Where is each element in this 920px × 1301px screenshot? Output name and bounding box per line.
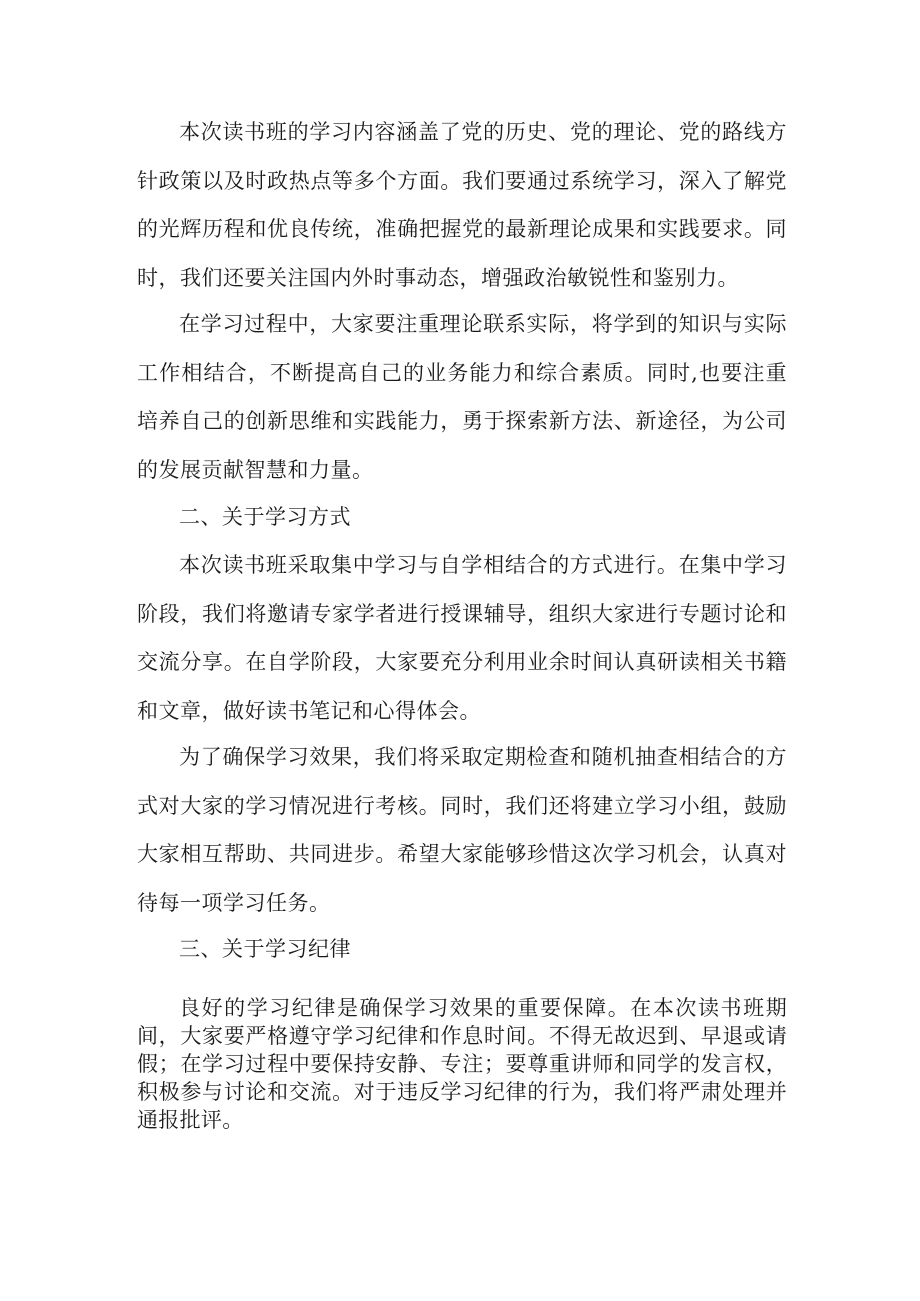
paragraph-study-discipline: 良好的学习纪律是确保学习效果的重要保障。在本次读书班期间，大家要严格遵守学习纪律和作息时间。不得无故迟到、早退或请假；在学习过程中要保持安静、专注；要尊重讲师和同学的发言权，积极参与讨论和交流。对于违反学习纪律的行为，我们将严肃处理并通报批评。 xyxy=(137,996,787,1132)
paragraph-study-content: 本次读书班的学习内容涵盖了党的历史、党的理论、党的路线方针政策以及时政热点等多个方面。我们要通过系统学习，深入了解党的光辉历程和优良传统，准确把握党的最新理论成果和实践要求。同时，我们还要关注国内外时事动态，增强政治敏锐性和鉴别力。 xyxy=(137,120,787,290)
section-heading-study-discipline: 三、关于学习纪律 xyxy=(179,937,351,961)
section-heading-study-method: 二、关于学习方式 xyxy=(179,505,351,529)
paragraph-assessment: 为了确保学习效果，我们将采取定期检查和随机抽查相结合的方式对大家的学习情况进行考核。同时，我们还将建立学习小组，鼓励大家相互帮助、共同进步。希望大家能够珍惜这次学习机会，认真对待每一项学习任务。 xyxy=(137,745,787,915)
paragraph-study-method: 本次读书班采取集中学习与自学相结合的方式进行。在集中学习阶段，我们将邀请专家学者进行授课辅导，组织大家进行专题讨论和交流分享。在自学阶段，大家要充分利用业余时间认真研读相关书籍和文章，做好读书笔记和心得体会。 xyxy=(137,553,787,723)
paragraph-theory-practice: 在学习过程中，大家要注重理论联系实际，将学到的知识与实际工作相结合，不断提高自己的业务能力和综合素质。同时,也要注重培养自己的创新思维和实践能力，勇于探索新方法、新途径，为公司的发展贡献智慧和力量。 xyxy=(137,312,787,482)
